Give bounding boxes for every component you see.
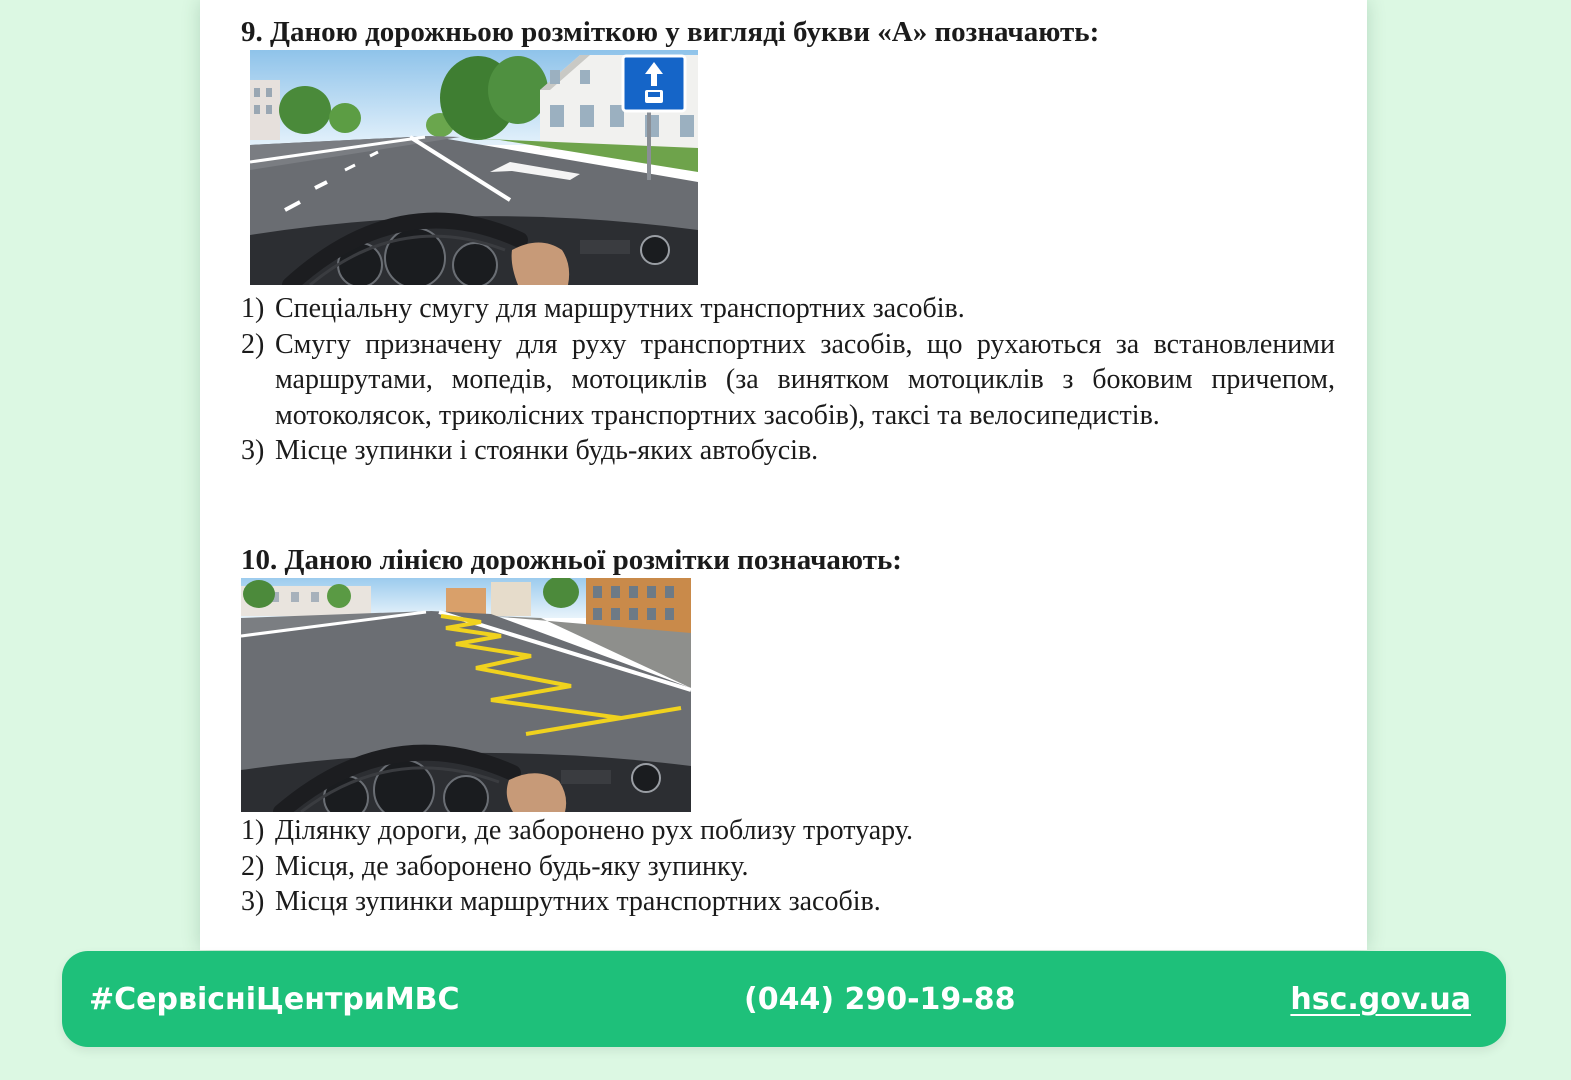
answer-text: Ділянку дороги, де заборонено рух поблизу тротуару. (275, 815, 913, 846)
answer-option (241, 884, 1335, 920)
bus-lane-sign-icon (623, 56, 685, 111)
answer-option (241, 291, 1335, 327)
answer-number: 3) (241, 435, 265, 467)
question-10-answers (241, 813, 1335, 920)
question-9-answers (241, 291, 1335, 469)
footer-website-link[interactable]: hsc.gov.ua (1290, 982, 1471, 1017)
answer-text: Місця зупинки маршрутних транспортних засобів. (275, 886, 881, 918)
answer-number: 1) (241, 815, 265, 846)
answer-text: Спеціальну смугу для маршрутних транспортних засобів. (275, 293, 965, 324)
document-page (200, 0, 1367, 950)
question-9-image (250, 50, 698, 285)
answer-option (241, 849, 1335, 885)
answer-text: Місце зупинки і стоянки будь-яких автобусів. (275, 435, 819, 467)
footer-banner (62, 951, 1506, 1047)
footer-hashtag: #СервісніЦентриМВС (89, 982, 460, 1017)
answer-option (241, 813, 1335, 849)
answer-text: Місця, де заборонено будь-яку зупинку. (275, 850, 749, 882)
answer-number: 3) (241, 886, 265, 918)
answer-option (241, 327, 1335, 434)
answer-number: 2) (241, 850, 265, 882)
answer-option (241, 433, 1335, 469)
answer-number: 1) (241, 293, 265, 324)
question-10 (241, 542, 1335, 920)
question-10-title: 10. Даною лінією дорожньої розмітки позначають: (241, 544, 902, 576)
answer-text: Смугу призначену для руху транспортних засобів, що рухаються за встановленими маршрутами, мопедів, мотоциклів (за винятком мотоциклів з боковим причепом, мотоколясок, триколісних транспортних засобів), таксі та велосипедистів. (275, 328, 1335, 431)
question-9-title: 9. Даною дорожньою розміткою у вигляді букви «А» позначають: (241, 16, 1100, 48)
footer-phone: (044) 290-19-88 (744, 982, 1016, 1017)
question-9 (241, 14, 1335, 469)
question-10-image (241, 578, 691, 812)
answer-number: 2) (241, 328, 265, 360)
